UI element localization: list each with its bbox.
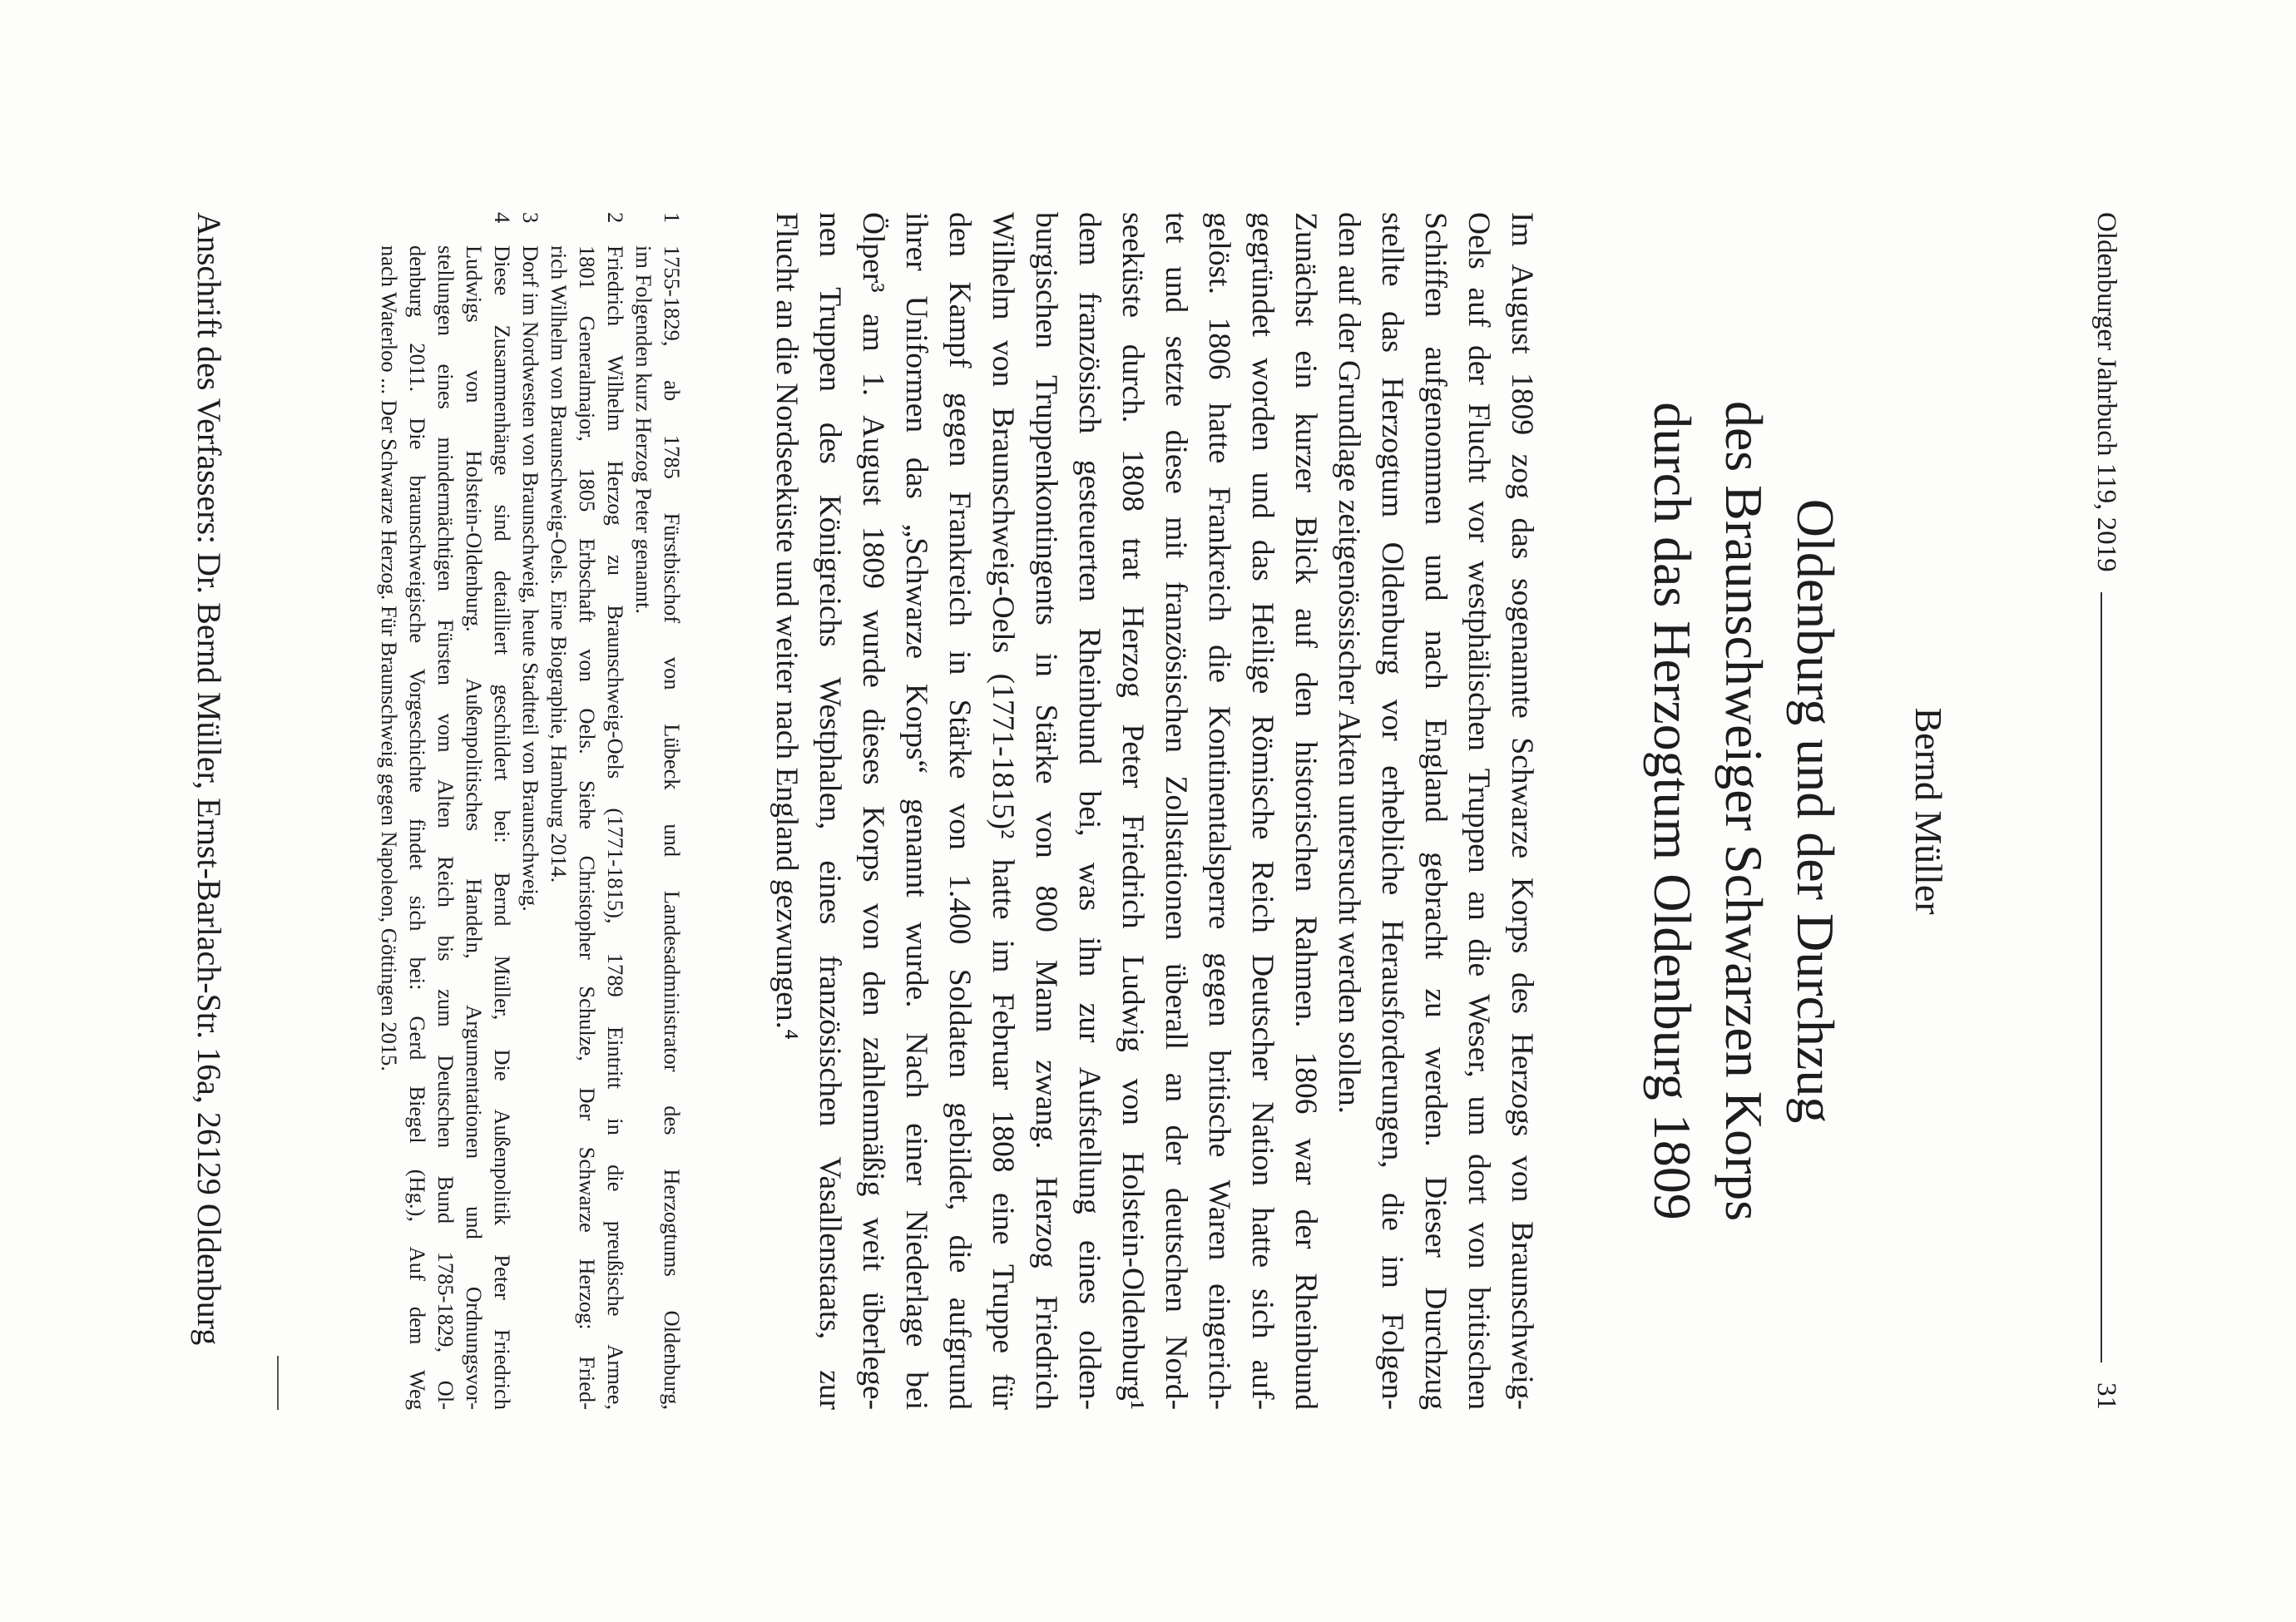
footnote-line: denburg 2011. Die braunschweigische Vorgeschichte findet sich bei: Gerd Biegel (Hg.), Auf dem Weg <box>405 245 430 1410</box>
article-title <box>1636 212 1851 1410</box>
footnote-4 <box>375 212 517 1410</box>
footnotes <box>375 212 686 1410</box>
body-line: gegründet worden und das Heilige Römische Reich Deutscher Nation hatte sich auf- <box>1245 212 1279 1410</box>
footnote-3 <box>517 212 545 1410</box>
header-rule <box>2101 592 2102 1362</box>
body-line: ihrer Uniformen das „Schwarze Korps“ genannt wurde. Nach einer Niederlage bei <box>899 212 933 1410</box>
footnote-line: Diese Zusammenhänge sind detailliert geschildert bei: Bernd Müller, Die Außenpolitik Peter Friedrich <box>490 245 515 1410</box>
body-text <box>765 212 1543 1410</box>
title-line: durch das Herzogtum Oldenburg 1809 <box>1643 402 1702 1220</box>
footnote-line: Dorf im Nordwesten von Braunschweig, heute Stadtteil von Braunschweig. <box>518 245 543 912</box>
body-line: burgischen Truppenkontingents in Stärke von 800 Mann zwang. Herzog Friedrich <box>1029 212 1063 1410</box>
footnote-number: 4 <box>490 212 515 224</box>
body-line: Zunächst ein kurzer Blick auf den historischen Rahmen. 1806 war der Rheinbund <box>1289 212 1323 1410</box>
author-address: Anschrift des Verfassers: Dr. Bernd Müller, Ernst-Barlach-Str. 16a, 26129 Oldenburg <box>191 212 228 1346</box>
footnote-line: Friedrich Wilhelm Herzog zu Braunschweig-Oels (1771-1815), 1789 Eintritt in die preußische Armee, <box>603 245 628 1410</box>
footnote-line: 1801 Generalmajor, 1805 Erbschaft von Oels. Siehe Christopher Schulze, Der Schwarze Herzog: Fried- <box>575 245 600 1410</box>
footnote-number: 2 <box>603 212 628 224</box>
footnote-2 <box>545 212 630 1410</box>
body-line: dem französisch gesteuerten Rheinbund bei, was ihn zur Aufstellung eines olden- <box>1072 212 1106 1410</box>
body-line: tet und setzte diese mit französischen Zollstationen überall an der deutschen Nord- <box>1159 212 1193 1410</box>
footnote-1 <box>630 212 686 1410</box>
body-line: stellte das Herzogtum Oldenburg vor erhebliche Herausforderungen, die im Folgen- <box>1375 212 1409 1410</box>
footnote-number: 1 <box>660 212 685 224</box>
author-name: Bernd Müller <box>1908 707 1950 915</box>
footnote-line: 1755-1829, ab 1785 Fürstbischof von Lübeck und Landesadministrator des Herzogtums Oldenburg, <box>660 245 685 1410</box>
footnote-number: 3 <box>518 212 543 224</box>
body-line: Wilhelm von Braunschweig-Oels (1771-1815)² hatte im Februar 1808 eine Truppe für <box>986 212 1020 1410</box>
title-line: des Braunschweiger Schwarzen Korps <box>1715 400 1774 1222</box>
footnote-line: stellungen eines mindermächtigen Fürsten vom Alten Reich bis zum Deutschen Bund 1785-1829, Ol- <box>433 245 458 1410</box>
running-header <box>2083 212 2130 1410</box>
title-line: Oldenburg und der Durchzug <box>1786 498 1845 1124</box>
footnote-line: Ludwigs von Holstein-Oldenburg. Außenpolitisches Handeln, Argumentationen und Ordnungsvor- <box>462 245 487 1410</box>
body-line: Im August 1809 zog das sogenannte Schwarze Korps des Herzogs von Braunschweig- <box>1505 212 1539 1410</box>
bottom-rule <box>277 1356 279 1410</box>
body-line: den auf der Grundlage zeitgenössischer Akten untersucht werden sollen. <box>1332 212 1366 1115</box>
body-line: gelöst. 1806 hatte Frankreich die Kontinentalsperre gegen britische Waren eingerich- <box>1202 212 1236 1410</box>
body-line: seeküste durch. 1808 trat Herzog Peter Friedrich Ludwig von Holstein-Oldenburg¹ <box>1116 212 1150 1410</box>
body-line: nen Truppen des Königreichs Westphalen, eines französischen Vasallenstaats, zur <box>813 212 847 1410</box>
body-line: den Kampf gegen Frankreich in Stärke von 1.400 Soldaten gebildet, die aufgrund <box>943 212 977 1410</box>
footnote-line: nach Waterloo ... Der Schwarze Herzog. Für Braunschweig gegen Napoleon, Göttingen 2015. <box>377 245 402 1072</box>
body-line: Ölper³ am 1. August 1809 wurde dieses Korps von den zahlenmäßig weit überlege- <box>856 212 890 1410</box>
body-line: Flucht an die Nordseeküste und weiter nach England gezwungen.⁴ <box>769 212 804 1041</box>
body-line: Oels auf der Flucht vor westphälischen Truppen an die Weser, um dort von britischen <box>1462 212 1496 1410</box>
footnote-line: rich Wilhelm von Braunschweig-Oels. Eine Biographie, Hamburg 2014. <box>547 245 572 883</box>
footnote-line: im Folgenden kurz Herzog Peter genannt. <box>631 245 656 615</box>
journal-title: Oldenburger Jahrbuch 119, 2019 <box>2091 212 2122 572</box>
page-number: 31 <box>2091 1382 2122 1410</box>
body-line: Schiffen aufgenommen und nach England gebracht zu werden. Dieser Durchzug <box>1418 212 1452 1410</box>
